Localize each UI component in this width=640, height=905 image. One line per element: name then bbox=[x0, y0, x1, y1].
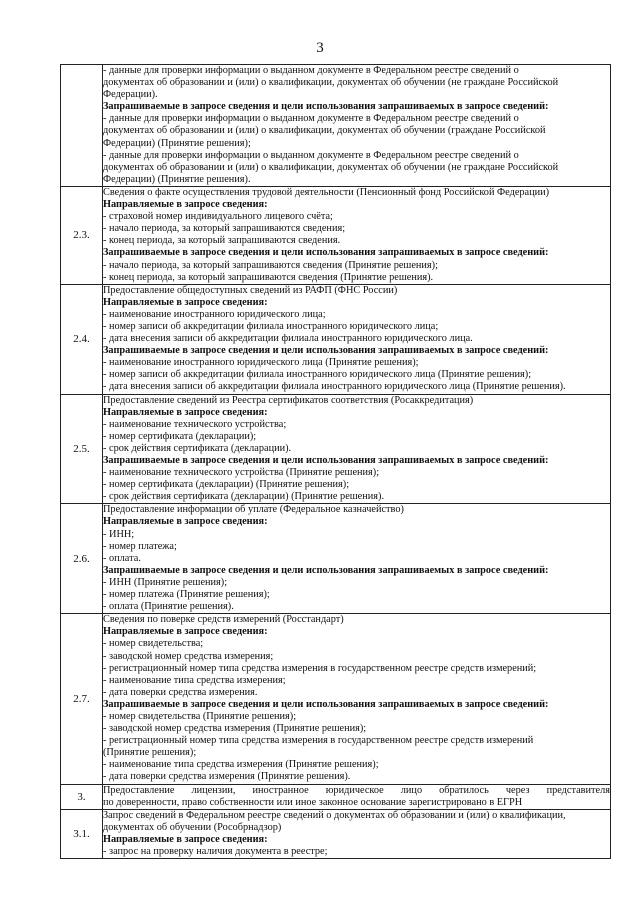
table-row bbox=[61, 504, 611, 614]
text-line: - наименование иностранного юридического лица (Принятие решения); bbox=[103, 357, 419, 369]
section-number: 2.7. bbox=[61, 614, 103, 784]
text-line: документах об образовании и (или) о квалификации, документах об обучении (не граждане Российской bbox=[103, 161, 559, 173]
section-number: 3.1. bbox=[61, 809, 103, 858]
text-line: Сведения о факте осуществления трудовой деятельности (Пенсионный фонд Российской Федерации) bbox=[103, 186, 550, 198]
text-line: документах об обучении (Рособрнадзор) bbox=[103, 821, 282, 833]
text-line: Запрос сведений в Федеральном реестре сведений о документах об образовании и (или) о квалификации, bbox=[103, 809, 566, 821]
text-line: - дата внесения записи об аккредитации филиала иностранного юридического лица. bbox=[103, 333, 473, 345]
page-number: 3 bbox=[316, 40, 324, 56]
text-line: - наименование иностранного юридического лица; bbox=[103, 308, 326, 320]
text-line: - срок действия сертификата (декларации) (Принятие решения). bbox=[103, 491, 385, 503]
text-line: - срок действия сертификата (декларации). bbox=[103, 442, 292, 454]
text-line: документах об образовании и (или) о квалификации, документах об обучении (не граждане Российской bbox=[103, 77, 559, 89]
text-line: - номер свидетельства; bbox=[103, 638, 204, 650]
table-row bbox=[61, 394, 611, 504]
text-line: - наименование технического устройства; bbox=[103, 418, 287, 430]
text-line: - наименование технического устройства (Принятие решения); bbox=[103, 467, 380, 479]
text-line: - номер платежа (Принятие решения); bbox=[103, 589, 270, 601]
section-content bbox=[103, 65, 611, 187]
text-line: - данные для проверки информации о выданном документе в Федеральном реестре сведений о bbox=[103, 149, 519, 161]
section-number bbox=[61, 65, 103, 187]
text-line: Предоставление общедоступных сведений из РАФП (ФНС России) bbox=[103, 284, 398, 296]
table-row bbox=[61, 284, 611, 394]
section-content bbox=[103, 394, 611, 504]
table-row bbox=[61, 65, 611, 187]
text-line: Предоставление информации об уплате (Федеральное казначейство) bbox=[103, 504, 404, 516]
table-row bbox=[61, 809, 611, 858]
text-line: - конец периода, за который запрашиваются сведения (Принятие решения). bbox=[103, 271, 434, 283]
text-line: - номер сертификата (декларации); bbox=[103, 430, 257, 442]
text-line: - ИНН; bbox=[103, 528, 135, 540]
text-line: - регистрационный номер типа средства измерения в государственном реестре средств измерений bbox=[103, 735, 534, 747]
section-content bbox=[103, 186, 611, 284]
text-line: - номер сертификата (декларации) (Принятие решения); bbox=[103, 479, 350, 491]
text-line: - конец периода, за который запрашиваются сведения. bbox=[103, 235, 341, 247]
text-line: - номер свидетельства (Принятие решения); bbox=[103, 710, 297, 722]
text-line: Федерации) (Принятие решения). bbox=[103, 173, 251, 185]
text-line: - ИНН (Принятие решения); bbox=[103, 576, 228, 588]
requirements-table bbox=[60, 64, 611, 859]
text-line: Федерации). bbox=[103, 89, 158, 101]
section-heading: Запрашиваемые в запросе сведения и цели использования запрашиваемых в запросе сведений: bbox=[103, 698, 549, 710]
text-line: - дата поверки средства измерения (Принятие решения). bbox=[103, 771, 351, 783]
text-line: Сведения по поверке средств измерений (Росстандарт) bbox=[103, 614, 344, 626]
section-heading: Направляемые в запросе сведения: bbox=[103, 296, 268, 308]
text-line: - данные для проверки информации о выданном документе в Федеральном реестре сведений о bbox=[103, 65, 519, 76]
text-line: - номер записи об аккредитации филиала иностранного юридического лица; bbox=[103, 320, 439, 332]
section-heading: Запрашиваемые в запросе сведения и цели использования запрашиваемых в запросе сведений: bbox=[103, 247, 549, 259]
section-heading: Запрашиваемые в запросе сведения и цели использования запрашиваемых в запросе сведений: bbox=[103, 345, 549, 357]
text-line: - дата поверки средства измерения. bbox=[103, 686, 258, 698]
text-line: - номер записи об аккредитации филиала иностранного юридического лица (Принятие решения); bbox=[103, 369, 532, 381]
table-row bbox=[61, 614, 611, 784]
section-number: 3. bbox=[61, 784, 103, 809]
text-line: - заводской номер средства измерения; bbox=[103, 650, 274, 662]
text-line: - оплата. bbox=[103, 552, 141, 564]
table-row bbox=[61, 784, 611, 809]
section-heading: Направляемые в запросе сведения: bbox=[103, 833, 268, 845]
text-line: (Принятие решения); bbox=[103, 747, 197, 759]
section-number: 2.3. bbox=[61, 186, 103, 284]
text-line: - заводской номер средства измерения (Принятие решения); bbox=[103, 723, 367, 735]
section-heading: Направляемые в запросе сведения: bbox=[103, 516, 268, 528]
table-row bbox=[61, 186, 611, 284]
section-heading: Направляемые в запросе сведения: bbox=[103, 199, 268, 211]
section-heading: Запрашиваемые в запросе сведения и цели использования запрашиваемых в запросе сведений: bbox=[103, 455, 549, 466]
text-line: - начало периода, за который запрашиваются сведения (Принятие решения); bbox=[103, 259, 438, 271]
section-heading: Направляемые в запросе сведения: bbox=[103, 626, 268, 638]
section-content bbox=[103, 284, 611, 394]
text-line: - наименование типа средства измерения (Принятие решения); bbox=[103, 759, 379, 771]
section-number: 2.5. bbox=[61, 394, 103, 504]
text-line: документах об образовании и (или) о квалификации, документах об обучении (граждане Российской bbox=[103, 125, 546, 137]
text-line: - наименование типа средства измерения; bbox=[103, 674, 286, 686]
text-line: - страховой номер индивидуального лицевого счёта; bbox=[103, 211, 333, 223]
section-number: 2.6. bbox=[61, 504, 103, 614]
text-line: - запрос на проверку наличия документа в реестре; bbox=[103, 846, 328, 857]
text-line: - начало периода, за который запрашиваются сведения; bbox=[103, 223, 346, 235]
section-heading: Направляемые в запросе сведения: bbox=[103, 406, 268, 418]
section-content bbox=[103, 504, 611, 614]
section-heading: Запрашиваемые в запросе сведения и цели использования запрашиваемых в запросе сведений: bbox=[103, 101, 549, 113]
section-content bbox=[103, 809, 611, 858]
section-content bbox=[103, 784, 611, 809]
text-line: Предоставление сведений из Реестра сертификатов соответствия (Росаккредитация) bbox=[103, 394, 474, 406]
text-line: - регистрационный номер типа средства измерения в государственном реестре средств измерений; bbox=[103, 662, 537, 674]
text-line: Федерации) (Принятие решения); bbox=[103, 137, 251, 149]
text-line: Предоставление лицензии, иностранное юридическое лицо обратилось через представителя bbox=[103, 784, 610, 796]
section-heading: Запрашиваемые в запросе сведения и цели использования запрашиваемых в запросе сведений: bbox=[103, 564, 549, 576]
text-line: - номер платежа; bbox=[103, 540, 177, 552]
text-line: - оплата (Принятие решения). bbox=[103, 601, 234, 613]
section-number: 2.4. bbox=[61, 284, 103, 394]
text-line: - дата внесения записи об аккредитации филиала иностранного юридического лица (Принятие решения). bbox=[103, 381, 566, 393]
text-line: - данные для проверки информации о выданном документе в Федеральном реестре сведений о bbox=[103, 113, 519, 125]
section-content bbox=[103, 614, 611, 784]
text-line: по доверенности, право собственности или иное законное основание зарегистрировано в ЕГРН bbox=[103, 796, 523, 808]
